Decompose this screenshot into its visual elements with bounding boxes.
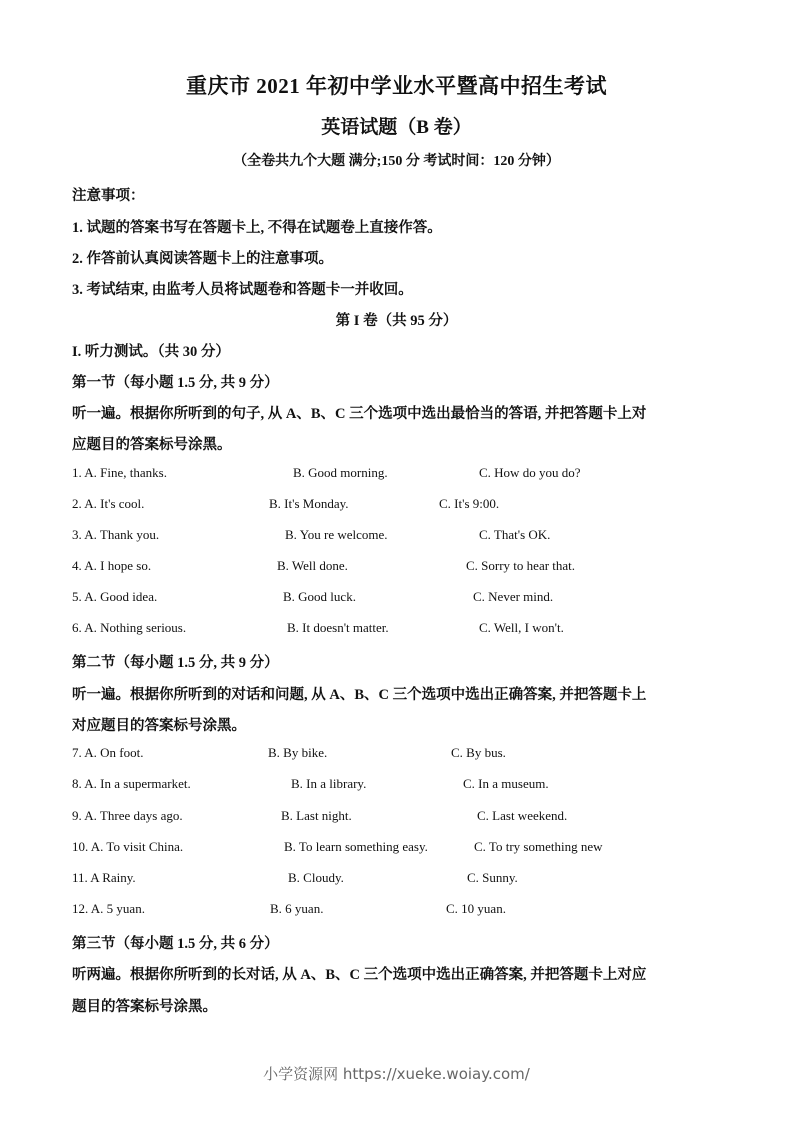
- notice-item: 3. 考试结束, 由监考人员将试题卷和答题卡一并收回。: [72, 282, 413, 298]
- part-heading: I. 听力测试。（共 30 分）: [72, 344, 230, 360]
- option-c: C. Sunny.: [467, 870, 518, 885]
- section-heading: 第三节（每小题 1.5 分, 共 6 分）: [72, 936, 279, 952]
- option-b: B. Good morning.: [293, 465, 388, 480]
- option-a: 7. A. On foot.: [72, 745, 144, 760]
- option-b: B. It doesn't matter.: [287, 620, 389, 635]
- footer-watermark: 小学资源网 https://xueke.woiay.com/: [263, 1065, 530, 1083]
- exam-info: （全卷共九个大题 满分;150 分 考试时间：120 分钟）: [233, 154, 560, 169]
- option-b: B. Last night.: [281, 808, 352, 823]
- section-instruction: 题目的答案标号涂黑。: [72, 999, 217, 1015]
- page-title: 重庆市 2021 年初中学业水平暨高中招生考试: [186, 74, 607, 98]
- option-a: 10. A. To visit China.: [72, 839, 184, 854]
- option-a: 2. A. It's cool.: [72, 496, 145, 511]
- section-instruction: 应题目的答案标号涂黑。: [72, 437, 232, 453]
- notice-item: 1. 试题的答案书写在答题卡上, 不得在试题卷上直接作答。: [72, 220, 442, 236]
- option-c: C. It's 9:00.: [439, 496, 500, 511]
- section-instruction: 听两遍。根据你所听到的长对话, 从 A、B、C 三个选项中选出正确答案, 并把答题卡上对应: [72, 967, 647, 983]
- section-instruction: 对应题目的答案标号涂黑。: [72, 718, 246, 734]
- paper-subtitle: 英语试题（B 卷）: [321, 117, 472, 138]
- option-b: B. Good luck.: [283, 589, 356, 604]
- option-c: C. How do you do?: [479, 465, 581, 480]
- notice-item: 2. 作答前认真阅读答题卡上的注意事项。: [72, 251, 333, 267]
- option-b: B. It's Monday.: [269, 496, 349, 511]
- option-b: B. Well done.: [277, 558, 348, 573]
- option-a: 9. A. Three days ago.: [72, 808, 183, 823]
- option-a: 12. A. 5 yuan.: [72, 901, 145, 916]
- option-c: C. 10 yuan.: [446, 901, 506, 916]
- option-a: 1. A. Fine, thanks.: [72, 465, 167, 480]
- option-b: B. To learn something easy.: [284, 839, 428, 854]
- volume-heading: 第 I 卷（共 95 分）: [335, 313, 458, 329]
- option-a: 5. A. Good idea.: [72, 589, 158, 604]
- option-b: B. In a library.: [291, 776, 367, 791]
- option-a: 3. A. Thank you.: [72, 527, 160, 542]
- option-c: C. By bus.: [451, 745, 506, 760]
- option-a: 4. A. I hope so.: [72, 558, 152, 573]
- option-b: B. You re welcome.: [285, 527, 388, 542]
- section-instruction: 听一遍。根据你所听到的对话和问题, 从 A、B、C 三个选项中选出正确答案, 并把答题卡上: [72, 687, 647, 703]
- option-c: C. To try something new: [474, 839, 603, 854]
- option-a: 6. A. Nothing serious.: [72, 620, 187, 635]
- option-c: C. Sorry to hear that.: [466, 558, 576, 573]
- option-a: 8. A. In a supermarket.: [72, 776, 191, 791]
- option-c: C. That's OK.: [479, 527, 551, 542]
- section-heading: 第二节（每小题 1.5 分, 共 9 分）: [72, 655, 279, 671]
- option-c: C. Last weekend.: [477, 808, 568, 823]
- option-c: C. Never mind.: [473, 589, 554, 604]
- section-instruction: 听一遍。根据你所听到的句子, 从 A、B、C 三个选项中选出最恰当的答语, 并把答题卡上对: [72, 406, 647, 422]
- option-c: C. Well, I won't.: [479, 620, 564, 635]
- section-heading: 第一节（每小题 1.5 分, 共 9 分）: [72, 375, 279, 391]
- option-b: B. By bike.: [268, 745, 328, 760]
- option-b: B. Cloudy.: [288, 870, 344, 885]
- option-b: B. 6 yuan.: [270, 901, 324, 916]
- notice-heading: 注意事项：: [72, 188, 145, 204]
- option-c: C. In a museum.: [463, 776, 549, 791]
- option-a: 11. A Rainy.: [72, 870, 136, 885]
